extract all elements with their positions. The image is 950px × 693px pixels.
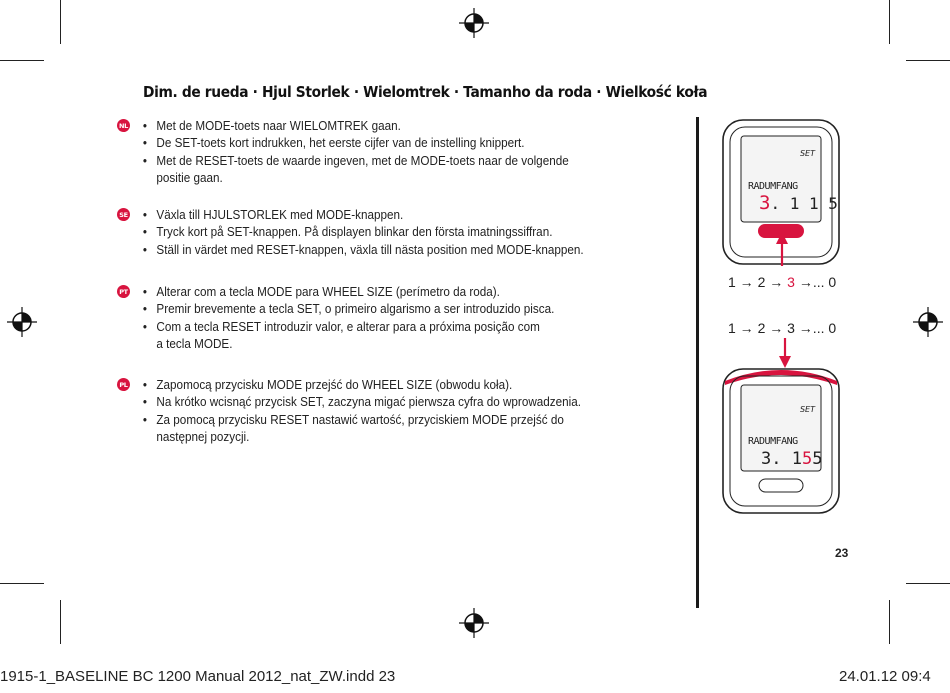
mode-label: RADUMFANG (748, 436, 798, 447)
language-badge-pt: PT (117, 285, 130, 298)
arrow-down-icon (777, 338, 793, 368)
list-item: • Com a tecla RESET introduzir valor, e alterar para a próxima posição com (142, 318, 624, 335)
section-se (117, 206, 677, 258)
registration-mark-right-icon (913, 307, 943, 337)
instruction-list-se (142, 206, 677, 258)
registration-mark-left-icon (7, 307, 37, 337)
instruction-list-nl (142, 117, 677, 187)
instruction-list-pl (142, 376, 677, 446)
display-digits: . 1 1 5 (770, 194, 838, 213)
section-nl (117, 117, 677, 187)
crop-mark-top-left (60, 0, 61, 44)
current-digit: 3 (787, 274, 795, 290)
mode-label: RADUMFANG (748, 181, 798, 192)
display-value (759, 192, 838, 214)
crop-mark-bottom-left (60, 600, 61, 644)
list-item: • Alterar com a tecla MODE para WHEEL SIZE (perímetro da roda). (142, 283, 624, 300)
list-item-continuation: następnej pozycji. (156, 429, 250, 445)
bike-computer-device-bottom (721, 367, 841, 515)
set-indicator: SET (799, 405, 815, 414)
list-item: • Premir brevemente a tecla SET, o primeiro algarismo a ser introduzido pisca. (142, 300, 624, 317)
arrow-up-icon (774, 232, 790, 266)
date-slug: 24.01.12 09:4 (839, 668, 931, 685)
crop-mark-top-right (889, 0, 890, 44)
page-title: Dim. de rueda · Hjul Storlek · Wielomtrek · Tamanho da roda · Wielkość koła (143, 83, 708, 101)
digit-sequence-highlighted: 1 → 2 → 3 →... 0 (728, 274, 837, 290)
set-indicator: SET (799, 149, 815, 158)
list-item-continuation: positie gaan. (156, 170, 223, 186)
list-item: • De SET-toets kort indrukken, het eerste cijfer van de instelling knippert. (142, 134, 624, 151)
list-item: • Zapomocą przycisku MODE przejść do WHEEL SIZE (obwodu koła). (142, 376, 624, 393)
list-item: • Tryck kort på SET-knappen. På displayen blinkar den första imatningssiffran. (142, 223, 624, 240)
column-divider (696, 117, 699, 608)
list-item: • Växla till HJULSTORLEK med MODE-knappen. (142, 206, 624, 223)
language-badge-nl: NL (117, 119, 130, 132)
registration-mark-bottom-icon (459, 608, 489, 638)
crop-mark-bottom-left-h (0, 583, 44, 584)
crop-mark-bottom-right (889, 600, 890, 644)
list-item-continuation: a tecla MODE. (156, 336, 233, 352)
page-number: 23 (835, 546, 849, 560)
section-pl (117, 376, 677, 446)
language-badge-pl: PL (117, 378, 130, 391)
language-badge-se: SE (117, 208, 130, 221)
instruction-list-pt (142, 283, 677, 353)
list-item: • Met de RESET-toets de waarde ingeven, met de MODE-toets naar de volgende (142, 152, 624, 169)
display-value: 3. 155 (761, 449, 823, 469)
digit-sequence: 1 → 2 → 3 →... 0 (728, 320, 837, 336)
blinking-digit: 3 (759, 192, 771, 214)
list-item: • Za pomocą przycisku RESET nastawić wartość, przyciskiem MODE przejść do (142, 411, 624, 428)
section-pt (117, 283, 677, 353)
list-item: • Na krótko wcisnąć przycisk SET, zaczyna migać pierwsza cyfra do wprowadzenia. (142, 393, 624, 410)
crop-mark-top-right-h (906, 60, 950, 61)
blinking-digit: 5 (801, 449, 813, 469)
registration-mark-top-icon (459, 8, 489, 38)
list-item: • Met de MODE-toets naar WIELOMTREK gaan. (142, 117, 624, 134)
crop-mark-bottom-right-h (906, 583, 950, 584)
file-slug: 1915-1_BASELINE BC 1200 Manual 2012_nat_ZW.indd 23 (0, 668, 396, 685)
list-item: • Ställ in värdet med RESET-knappen, växla till nästa position med MODE-knappen. (142, 241, 624, 258)
crop-mark-top-left-h (0, 60, 44, 61)
set-button (759, 479, 803, 492)
